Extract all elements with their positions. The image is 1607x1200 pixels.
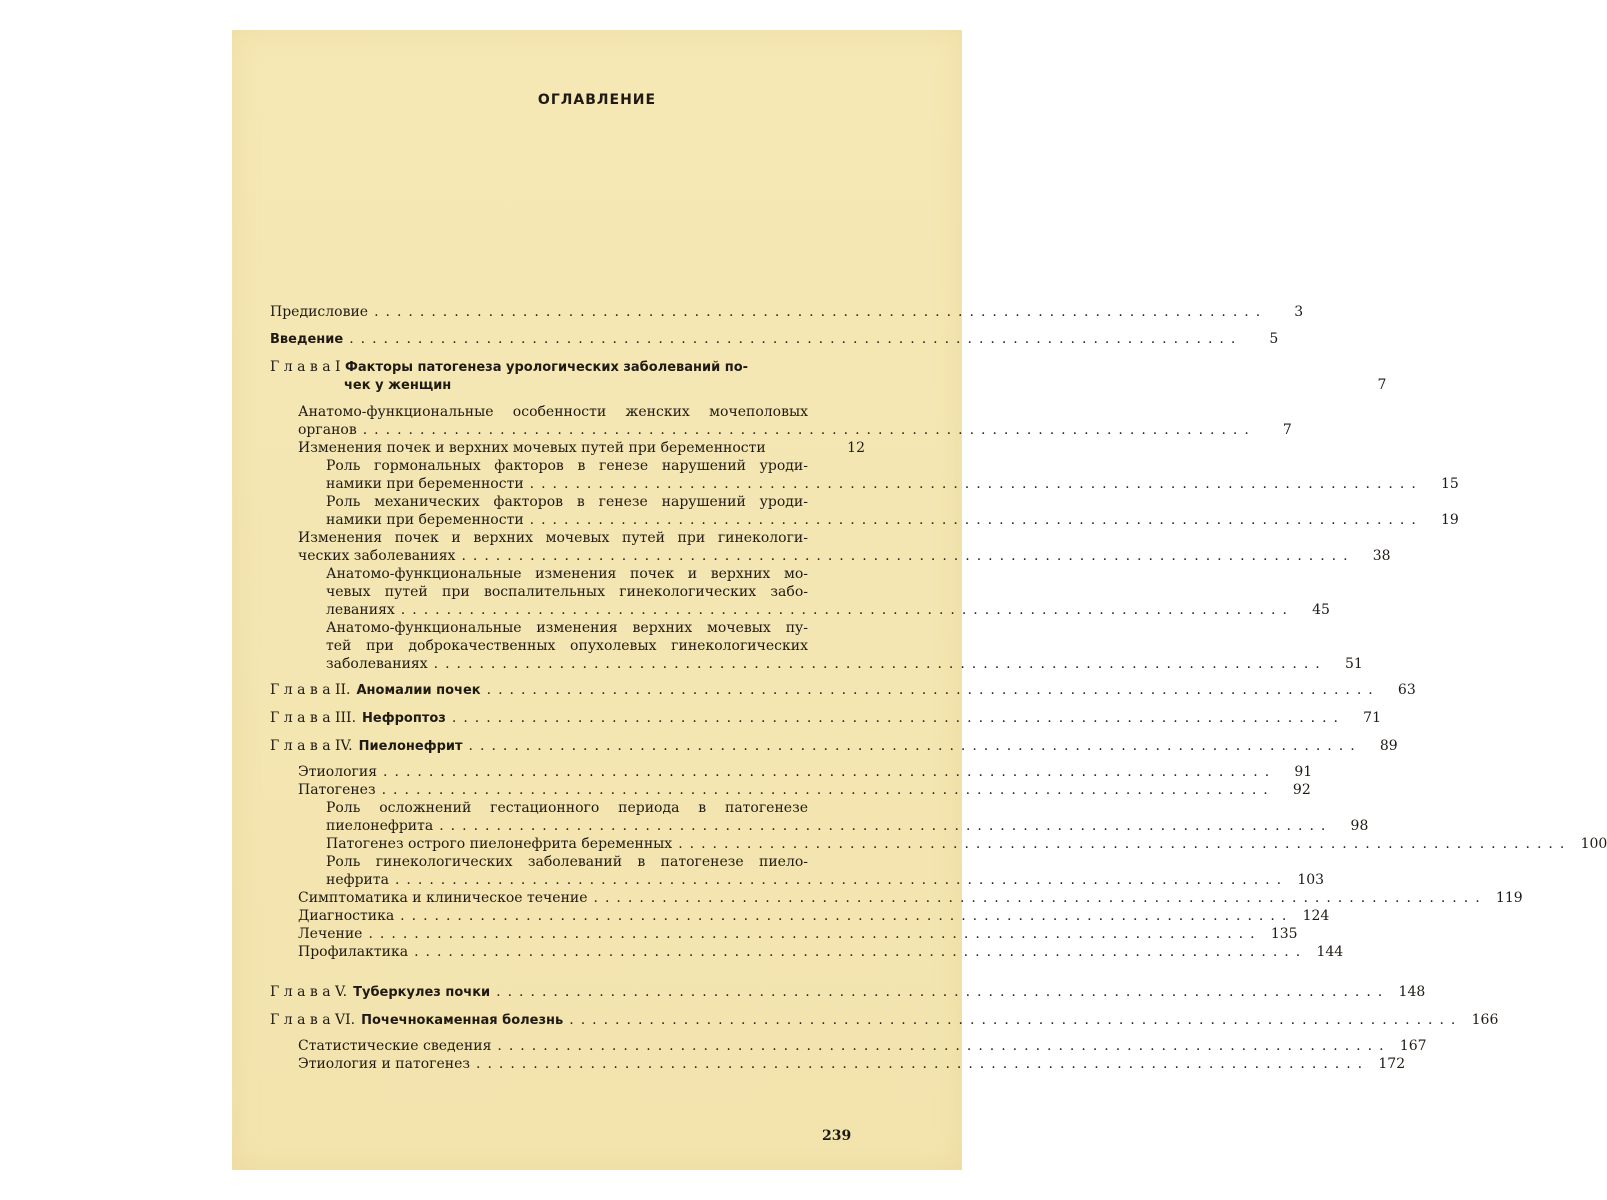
chapter-label: Г л а в а V. (270, 984, 348, 1000)
dot-leader: .............................................................................. (362, 422, 1256, 438)
toc-entry-page: 51 (1344, 656, 1363, 672)
toc-entry-text: намики при беременности (326, 512, 524, 528)
toc-entry-page: 172 (1378, 1056, 1406, 1072)
dot-leader: .............................................................................. (476, 1056, 1370, 1072)
dot-leader: .............................................................................. (383, 764, 1277, 780)
toc-entry-pregnancy-changes (298, 440, 865, 458)
toc-chapter-3 (270, 710, 1381, 728)
page-number: 239 (822, 1128, 852, 1144)
toc-entry-page: 71 (1363, 710, 1381, 726)
toc-entry-line-with-page (298, 548, 1391, 566)
toc-entry-treatment (298, 926, 1298, 944)
toc-entry-text: Патогенез острого пиелонефрита беременных (326, 836, 673, 852)
dot-leader: .............................................................................. (414, 944, 1308, 960)
dot-leader: .............................................................................. (569, 1012, 1463, 1028)
toc-entry-page: 19 (1440, 512, 1459, 528)
toc-entry-page: 89 (1379, 738, 1398, 754)
toc-entry-text: органов (298, 422, 357, 438)
leader-space (772, 440, 829, 456)
toc-entry-page: 100 (1580, 836, 1607, 852)
toc-entry-page: 92 (1292, 782, 1311, 798)
page-title: ОГЛАВЛЕНИЕ (537, 92, 657, 108)
toc-entry-line-with-page (326, 656, 1363, 674)
toc-entry-text: Диагностика (298, 908, 395, 924)
dot-leader: .............................................................................. (368, 926, 1262, 942)
toc-entry-page: 7 (1377, 377, 1387, 393)
dot-leader: .............................................................................. (461, 548, 1355, 564)
dot-leader: .............................................................................. (381, 782, 1275, 798)
chapter-label: Г л а в а III. (270, 710, 357, 726)
toc-entry-page: 45 (1312, 602, 1330, 618)
toc-entry-pathogenesis (298, 782, 1311, 800)
toc-entry-page: 12 (847, 440, 865, 456)
toc-entry-line: чевых путей при воспалительных гинекологических забо- (326, 584, 808, 600)
toc-entry-text: Лечение (298, 926, 363, 942)
dot-leader: .............................................................................. (433, 656, 1327, 672)
toc-entry-text: заболеваниях (326, 656, 428, 672)
toc-entry-preface (270, 304, 1304, 322)
toc-chapter-4 (270, 738, 1398, 756)
toc-entry-line: Роль осложнений гестационного периода в патогенезе (326, 800, 808, 816)
dot-leader: .............................................................................. (374, 304, 1268, 320)
toc-entry-text: нефрита (326, 872, 389, 888)
toc-entry-symptoms (298, 890, 1523, 908)
toc-entry-text: Патогенез (298, 782, 376, 798)
chapter-label: Г л а в а II. (270, 682, 351, 698)
book-page (232, 30, 1607, 1170)
dot-leader: .............................................................................. (400, 908, 1294, 924)
toc-entry-page: 166 (1471, 1012, 1499, 1028)
toc-chapter-1-line2 (344, 377, 1387, 395)
toc-entry-text: Этиология (298, 764, 378, 780)
toc-entry-page: 135 (1270, 926, 1298, 942)
toc-entry-line-with-page (326, 872, 1325, 890)
toc-entry-line: Роль гормональных факторов в генезе нарушений уроди- (326, 458, 808, 474)
dot-leader: .............................................................................. (468, 738, 1362, 754)
toc-entry-line: Роль гинекологических заболеваний в патогенезе пиело- (326, 854, 808, 870)
toc-entry-etiology (298, 764, 1313, 782)
dot-leader: .............................................................................. (394, 872, 1289, 888)
dot-leader: .............................................................................. (497, 1038, 1391, 1054)
toc-entry-page: 119 (1495, 890, 1523, 906)
toc-entry-line: Изменения почек и верхних мочевых путей при гинекологи- (298, 530, 808, 546)
chapter-title-continued: чек у женщин (344, 378, 452, 393)
dot-leader: .............................................................................. (593, 890, 1487, 906)
toc-entry-line: тей при доброкачественных опухолевых гинекологических (326, 638, 808, 654)
toc-chapter-1-line1 (270, 359, 805, 377)
chapter-label: Г л а в а I (270, 359, 341, 375)
toc-entry-line-with-page (298, 422, 1292, 440)
toc-entry-text: леваниях (326, 602, 395, 618)
leader-space (457, 377, 1350, 393)
toc-entry-line: Роль механических факторов в генезе нарушений уроди- (326, 494, 808, 510)
chapter-title: Нефроптоз (362, 711, 446, 726)
chapter-title: Почечнокаменная болезнь (361, 1013, 564, 1028)
toc-entry-text: Предисловие (270, 304, 369, 320)
toc-entry-page: 63 (1397, 682, 1416, 698)
dot-leader: .............................................................................. (349, 331, 1243, 347)
dot-leader: .............................................................................. (496, 984, 1390, 1000)
toc-entry-text: намики при беременности (326, 476, 524, 492)
chapter-title: Пиелонефрит (358, 739, 463, 754)
toc-entry-line: Анатомо-функциональные особенности женских мочеполовых (298, 404, 808, 420)
toc-entry-page: 38 (1372, 548, 1391, 564)
toc-entry-page: 98 (1350, 818, 1369, 834)
dot-leader: .............................................................................. (439, 818, 1333, 834)
toc-entry-text: Этиология и патогенез (298, 1056, 470, 1072)
toc-entry-line-with-page (326, 476, 1459, 494)
chapter-title: Туберкулез почки (353, 985, 491, 1000)
toc-entry-line-with-page (326, 818, 1369, 836)
toc-entry-line-with-page (326, 602, 1330, 620)
toc-entry-text: пиелонефрита (326, 818, 434, 834)
dot-leader: .............................................................................. (678, 836, 1572, 852)
toc-entry-line: Анатомо-функциональные изменения почек и верхних мо- (326, 566, 808, 582)
table-of-contents (232, 30, 1607, 1170)
toc-entry-text: Введение (270, 332, 344, 347)
toc-entry-text: Изменения почек и верхних мочевых путей при беременности (298, 440, 766, 456)
toc-entry-text: Профилактика (298, 944, 409, 960)
toc-chapter-5 (270, 984, 1426, 1002)
toc-entry-page: 15 (1440, 476, 1459, 492)
chapter-title: Аномалии почек (356, 683, 481, 698)
toc-entry-line-with-page (326, 512, 1459, 530)
toc-entry-page: 148 (1398, 984, 1426, 1000)
chapter-title: Факторы патогенеза урологических заболеваний по- (344, 360, 749, 375)
toc-entry-page: 7 (1282, 422, 1292, 438)
toc-entry-introduction (270, 331, 1279, 349)
toc-entry-page: 103 (1297, 872, 1325, 888)
toc-chapter-6 (270, 1012, 1499, 1030)
toc-entry-statistics (298, 1038, 1427, 1056)
toc-entry-text: Статистические сведения (298, 1038, 492, 1054)
toc-entry-acute-pathogenesis (326, 836, 1607, 854)
toc-entry-page: 144 (1316, 944, 1344, 960)
chapter-label: Г л а в а VI. (270, 1012, 356, 1028)
toc-entry-page: 5 (1269, 331, 1279, 347)
toc-entry-text: ческих заболеваниях (298, 548, 456, 564)
toc-entry-text: Симптоматика и клиническое течение (298, 890, 588, 906)
toc-entry-etiology-pathogenesis (298, 1056, 1406, 1074)
toc-entry-page: 167 (1399, 1038, 1427, 1054)
toc-entry-prevention (298, 944, 1344, 962)
dot-leader: .............................................................................. (486, 682, 1380, 698)
dot-leader: .............................................................................. (529, 476, 1423, 492)
dot-leader: .............................................................................. (451, 710, 1345, 726)
toc-entry-diagnostics (298, 908, 1330, 926)
chapter-label: Г л а в а IV. (270, 738, 353, 754)
toc-entry-page: 124 (1302, 908, 1330, 924)
toc-entry-line: Анатомо-функциональные изменения верхних мочевых пу- (326, 620, 808, 636)
dot-leader: .............................................................................. (400, 602, 1294, 618)
toc-entry-page: 91 (1294, 764, 1313, 780)
toc-entry-page: 3 (1294, 304, 1304, 320)
dot-leader: .............................................................................. (529, 512, 1423, 528)
toc-chapter-2 (270, 682, 1416, 700)
